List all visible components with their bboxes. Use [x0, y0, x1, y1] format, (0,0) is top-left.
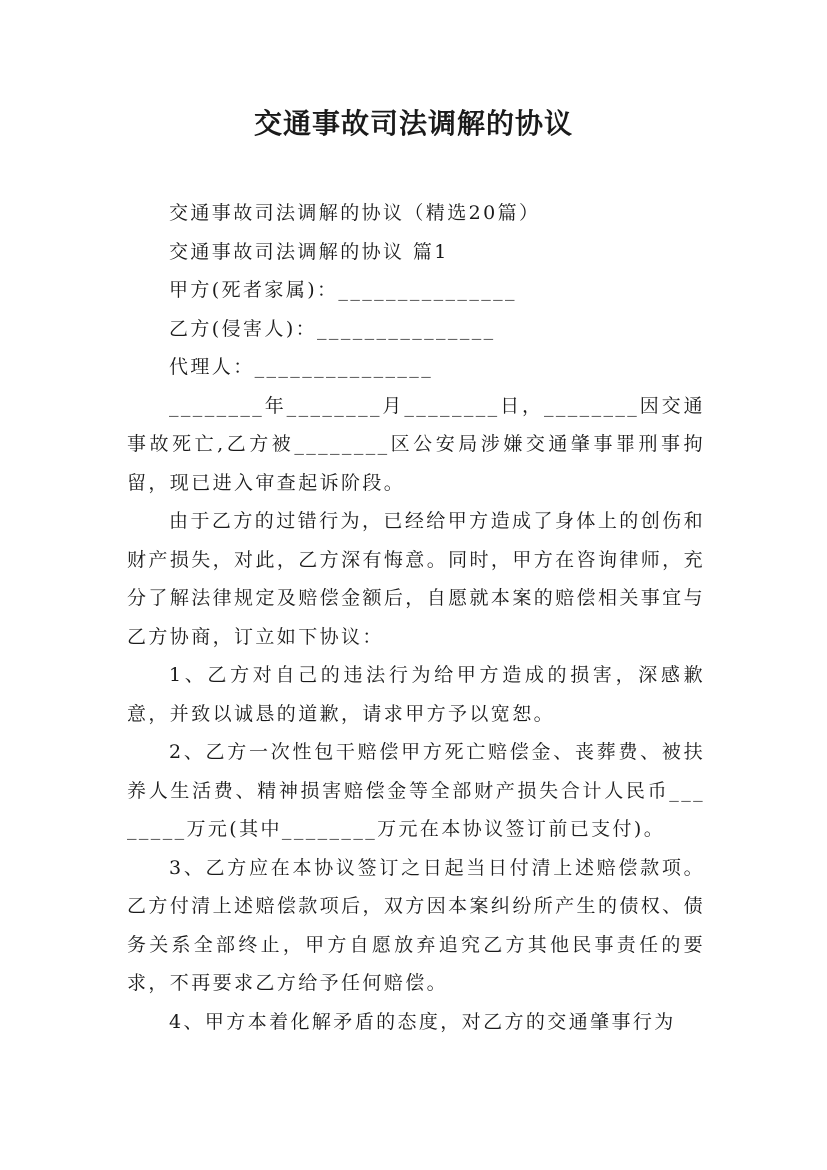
- paragraph-clause-2: 2、乙方一次性包干赔偿甲方死亡赔偿金、丧葬费、被扶养人生活费、精神损害赔偿金等全部财产损失合计人民币________万元(其中________万元在本协议签订前已支付)。: [127, 741, 705, 840]
- paragraph-section-heading: 交通事故司法调解的协议 篇1: [169, 240, 449, 263]
- paragraph-reason: 由于乙方的过错行为，已经给甲方造成了身体上的创伤和财产损失，对此，乙方深有悔意。同时，甲方在咨询律师，充分了解法律规定及赔偿金额后，自愿就本案的赔偿相关事宜与乙方协商，订立如下协议：: [127, 510, 705, 648]
- paragraph-agent: 代理人：_______________: [169, 356, 434, 378]
- document-body: [127, 194, 705, 1041]
- paragraph-clause-1: 1、乙方对自己的违法行为给甲方造成的损害，深感歉意，并致以诚恳的道歉，请求甲方予以宽恕。: [127, 664, 705, 725]
- paragraph-background: ________年________月________日，________因交通事故死亡,乙方被________区公安局涉嫌交通肇事罪刑事拘留，现已进入审查起诉阶段。: [127, 394, 705, 494]
- paragraph-clause-4: 4、甲方本着化解矛盾的态度，对乙方的交通肇事行为: [169, 1010, 676, 1033]
- paragraph-party-b: 乙方(侵害人)：_______________: [169, 317, 496, 340]
- document-title: 交通事故司法调解的协议: [253, 107, 573, 140]
- paragraph-party-a: 甲方(死者家属)：_______________: [169, 279, 517, 301]
- paragraph-clause-3: 3、乙方应在本协议签订之日起当日付清上述赔偿款项。乙方付清上述赔偿款项后，双方因本案纠纷所产生的债权、债务关系全部终止，甲方自愿放弃追究乙方其他民事责任的要求，不再要求乙方给予任何赔偿。: [127, 856, 705, 994]
- paragraph-subtitle: 交通事故司法调解的协议（精选20篇）: [169, 202, 541, 224]
